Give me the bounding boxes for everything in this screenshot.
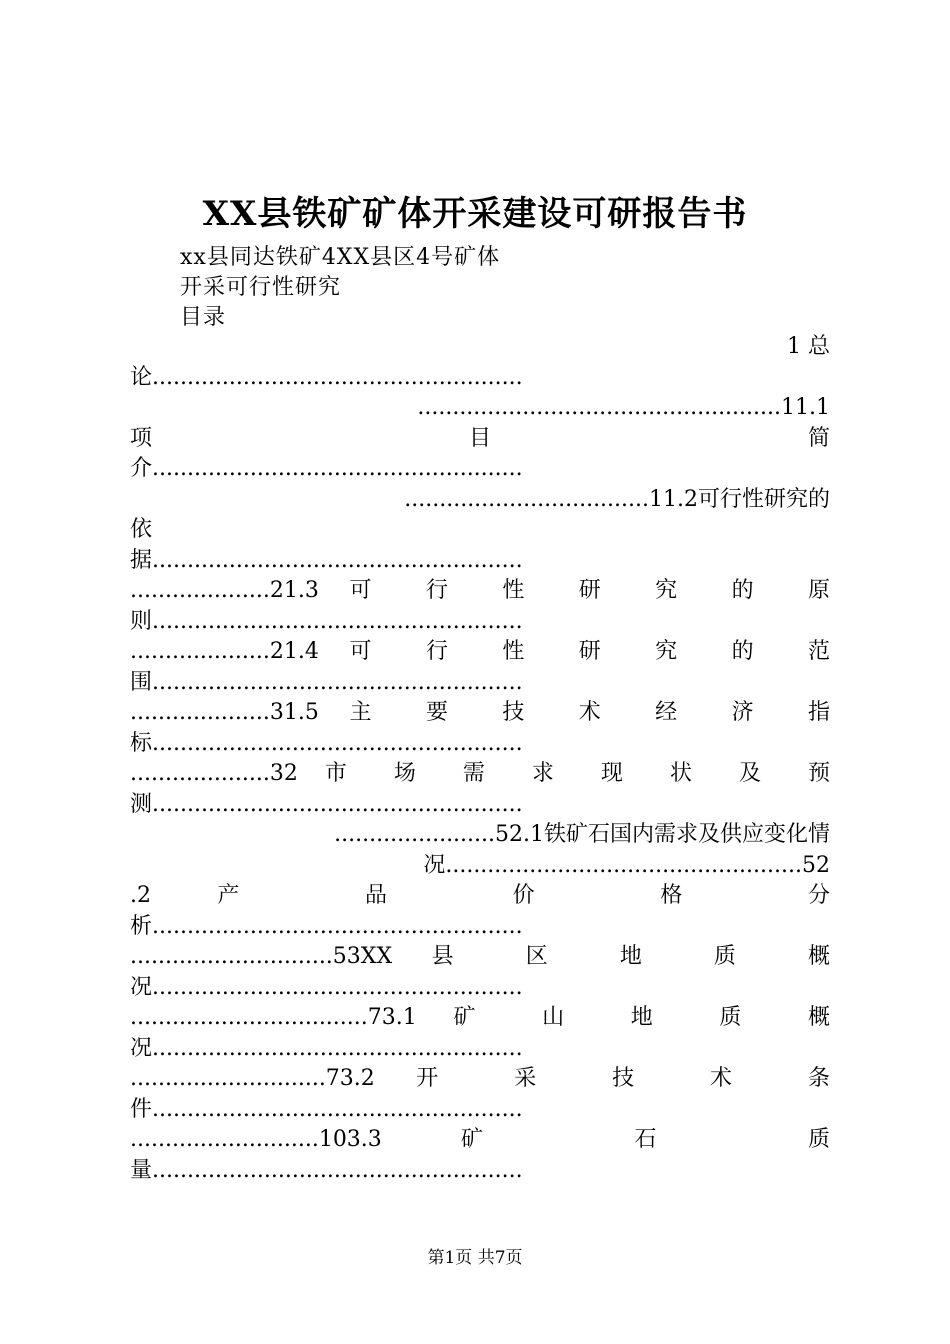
- toc-line: 围.....................................................: [130, 669, 523, 695]
- toc-line: ....................21.4 可 行 性 研 究 的 范: [130, 639, 830, 664]
- toc-line: 1 总: [787, 334, 830, 359]
- toc-line: ....................................................11.1: [417, 395, 830, 420]
- toc-line: .......................52.1铁矿石国内需求及供应变化情: [334, 822, 830, 847]
- toc-line: 量.....................................................: [130, 1157, 523, 1183]
- page-footer: 第1页 共7页: [427, 1248, 523, 1268]
- toc-heading: 目录: [180, 305, 227, 330]
- toc-line: ...........................103.3 矿 石 质: [130, 1127, 830, 1152]
- toc-line: ...................................11.2可行性研究的: [404, 486, 830, 512]
- toc-line: 介.....................................................: [130, 456, 523, 481]
- toc-line: 况.....................................................: [130, 1035, 523, 1061]
- toc-line: 依: [130, 517, 153, 542]
- toc-line: 测.....................................................: [130, 791, 523, 817]
- toc-line: 况...................................................52: [423, 852, 830, 878]
- toc-line: 件.....................................................: [130, 1096, 523, 1122]
- toc-line: 据.....................................................: [130, 547, 523, 573]
- toc-line: ....................21.3 可 行 性 研 究 的 原: [130, 578, 830, 603]
- document-title: XX县铁矿矿体开采建设可研报告书: [202, 194, 748, 234]
- toc-line: ..................................73.1 矿 山 地 质 概: [130, 1005, 830, 1030]
- toc-line: 况.....................................................: [130, 974, 523, 1000]
- toc-line: 论.....................................................: [130, 364, 523, 390]
- toc-line: 析.....................................................: [130, 913, 523, 939]
- toc-line: ....................32 市 场 需 求 现 状 及 预: [130, 761, 830, 786]
- document-subtitle-1: xx县同达铁矿4XX县区4号矿体: [180, 245, 501, 270]
- toc-line: 项 目 简: [130, 425, 830, 451]
- toc-line: 则.....................................................: [130, 608, 523, 634]
- toc-line: 标.....................................................: [130, 730, 523, 756]
- toc-line: .2 产 品 价 格 分: [130, 883, 830, 908]
- document-subtitle-2: 开采可行性研究: [180, 275, 342, 300]
- toc-line: .............................53XX 县 区 地 质 概: [130, 944, 830, 969]
- toc-line: ............................73.2 开 采 技 术 条: [130, 1066, 830, 1091]
- toc-line: ....................31.5 主 要 技 术 经 济 指: [130, 700, 830, 725]
